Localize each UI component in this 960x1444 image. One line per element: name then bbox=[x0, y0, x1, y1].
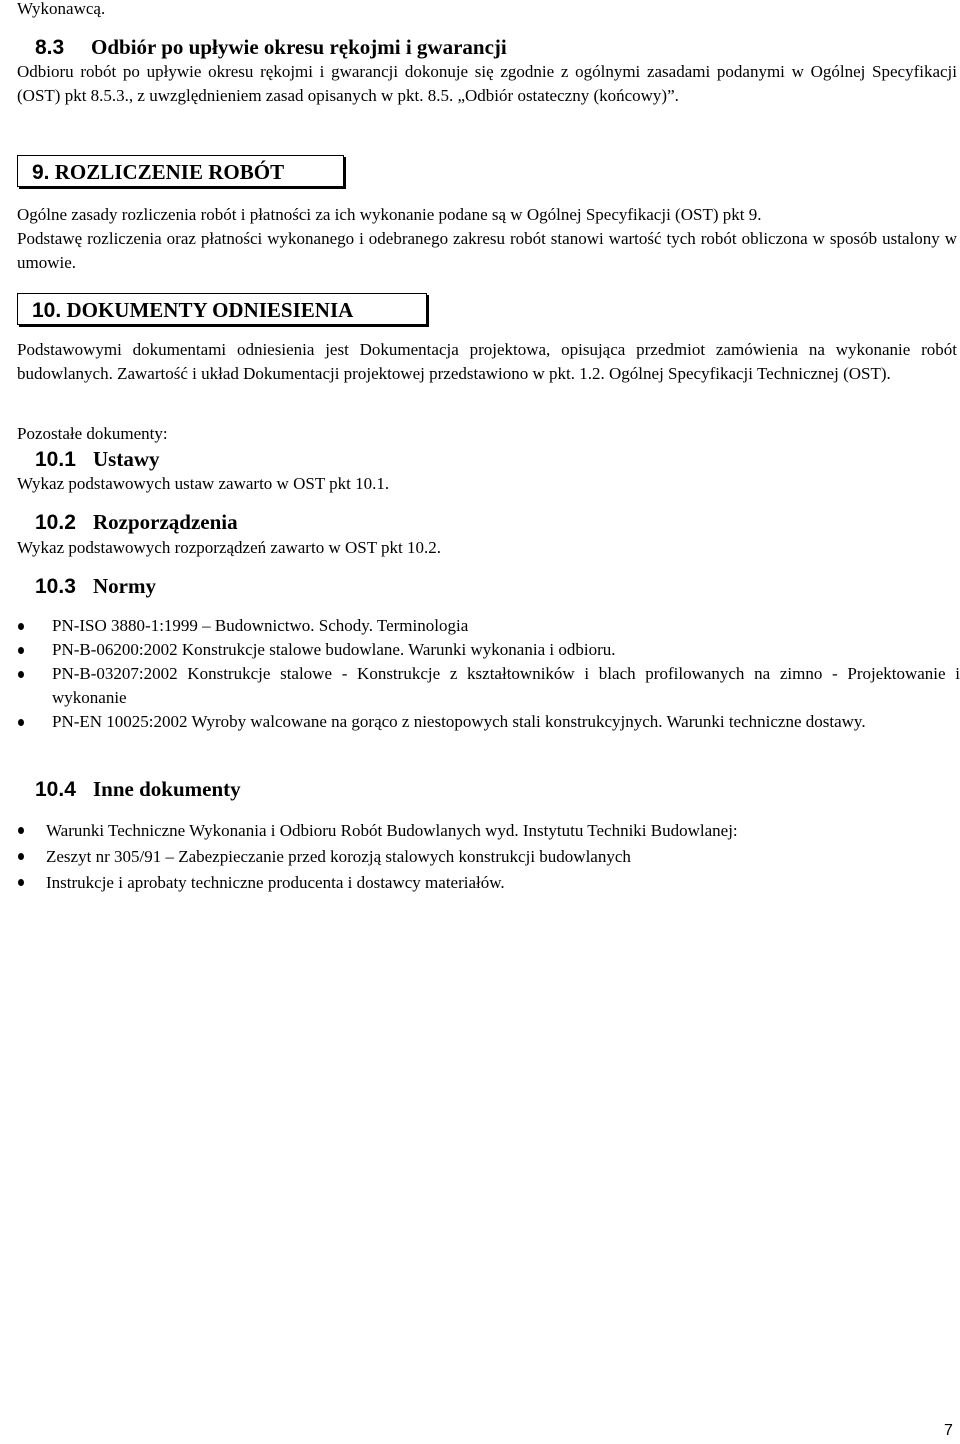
other-documents-list bbox=[46, 818, 960, 896]
paragraph-10-2: Pozostałe dokumenty: bbox=[17, 424, 168, 443]
heading-number: 8.3 bbox=[35, 36, 65, 59]
heading-10-4 bbox=[35, 776, 241, 803]
heading-number: 9. bbox=[32, 161, 50, 184]
heading-title: Normy bbox=[93, 574, 156, 598]
paragraph-9-1: Ogólne zasady rozliczenia robót i płatności za ich wykonanie podane są w Ogólnej Specyfikacji (OST) pkt 9. bbox=[17, 205, 762, 224]
heading-number: 10.2 bbox=[35, 511, 76, 534]
bullet-icon bbox=[18, 879, 24, 886]
heading-8-3 bbox=[35, 34, 507, 61]
top-fragment: Wykonawcą. bbox=[17, 0, 106, 18]
heading-title: Inne dokumenty bbox=[93, 777, 241, 801]
list-item: Instrukcje i aprobaty techniczne producenta i dostawcy materiałów. bbox=[46, 870, 960, 896]
list-item: PN-ISO 3880-1:1999 – Budownictwo. Schody. Terminologia bbox=[52, 614, 960, 638]
heading-title: Odbiór po upływie okresu rękojmi i gwarancji bbox=[91, 35, 507, 59]
heading-title: ROZLICZENIE ROBÓT bbox=[54, 160, 285, 184]
heading-number: 10.3 bbox=[35, 575, 76, 598]
bullet-icon bbox=[18, 623, 24, 630]
heading-10-1 bbox=[35, 446, 160, 473]
bullet-icon bbox=[18, 719, 24, 726]
bullet-icon bbox=[18, 827, 24, 834]
paragraph-8-3: Odbioru robót po upływie okresu rękojmi i gwarancji dokonuje się zgodnie z ogólnymi zasadami podanymi w Ogólnej Specyfikacji (OST) pkt 8.5.3., z uwzględnieniem zasad opisanych w pkt. 8.5. „Odbiór ostateczny (końcowy)”. bbox=[17, 62, 957, 105]
heading-number: 10.4 bbox=[35, 778, 76, 801]
paragraph-10-1-body: Wykaz podstawowych ustaw zawarto w OST pkt 10.1. bbox=[17, 474, 390, 493]
heading-10 bbox=[17, 293, 427, 325]
heading-9 bbox=[17, 155, 344, 187]
page-number: 7 bbox=[944, 1422, 953, 1439]
paragraph-10-2-body: Wykaz podstawowych rozporządzeń zawarto w OST pkt 10.2. bbox=[17, 538, 442, 557]
heading-title: Rozporządzenia bbox=[93, 510, 238, 534]
heading-number: 10.1 bbox=[35, 448, 76, 471]
paragraph-10-1: Podstawowymi dokumentami odniesienia jest Dokumentacja projektowa, opisująca przedmiot zamówienia na wykonanie robót budowlanych. Zawartość i układ Dokumentacji projektowej przedstawiono w pkt. 1.2. Ogólnej Specyfikacji Technicznej (OST). bbox=[17, 340, 957, 383]
bullet-icon bbox=[18, 671, 24, 678]
list-item: PN-EN 10025:2002 Wyroby walcowane na gorąco z niestopowych stali konstrukcyjnych. Warunki techniczne dostawy. bbox=[52, 710, 960, 734]
norms-list bbox=[52, 614, 960, 734]
heading-10-3 bbox=[35, 573, 156, 600]
heading-10-2 bbox=[35, 509, 238, 536]
bullet-icon bbox=[18, 647, 24, 654]
heading-title: Ustawy bbox=[93, 447, 160, 471]
list-item: Warunki Techniczne Wykonania i Odbioru Robót Budowlanych wyd. Instytutu Techniki Budowlanej: bbox=[46, 818, 960, 844]
paragraph-9-2: Podstawę rozliczenia oraz płatności wykonanego i odebranego zakresu robót stanowi wartość tych robót obliczona w sposób ustalony w umowie. bbox=[17, 229, 957, 272]
heading-title: DOKUMENTY ODNIESIENIA bbox=[66, 298, 354, 322]
list-item: PN-B-06200:2002 Konstrukcje stalowe budowlane. Warunki wykonania i odbioru. bbox=[52, 638, 960, 662]
bullet-icon bbox=[18, 853, 24, 860]
list-item: Zeszyt nr 305/91 – Zabezpieczanie przed korozją stalowych konstrukcji budowlanych bbox=[46, 844, 960, 870]
list-item: PN-B-03207:2002 Konstrukcje stalowe - Konstrukcje z kształtowników i blach profilowanych na zimno - Projektowanie i wykonanie bbox=[52, 662, 960, 710]
heading-number: 10. bbox=[32, 299, 62, 322]
